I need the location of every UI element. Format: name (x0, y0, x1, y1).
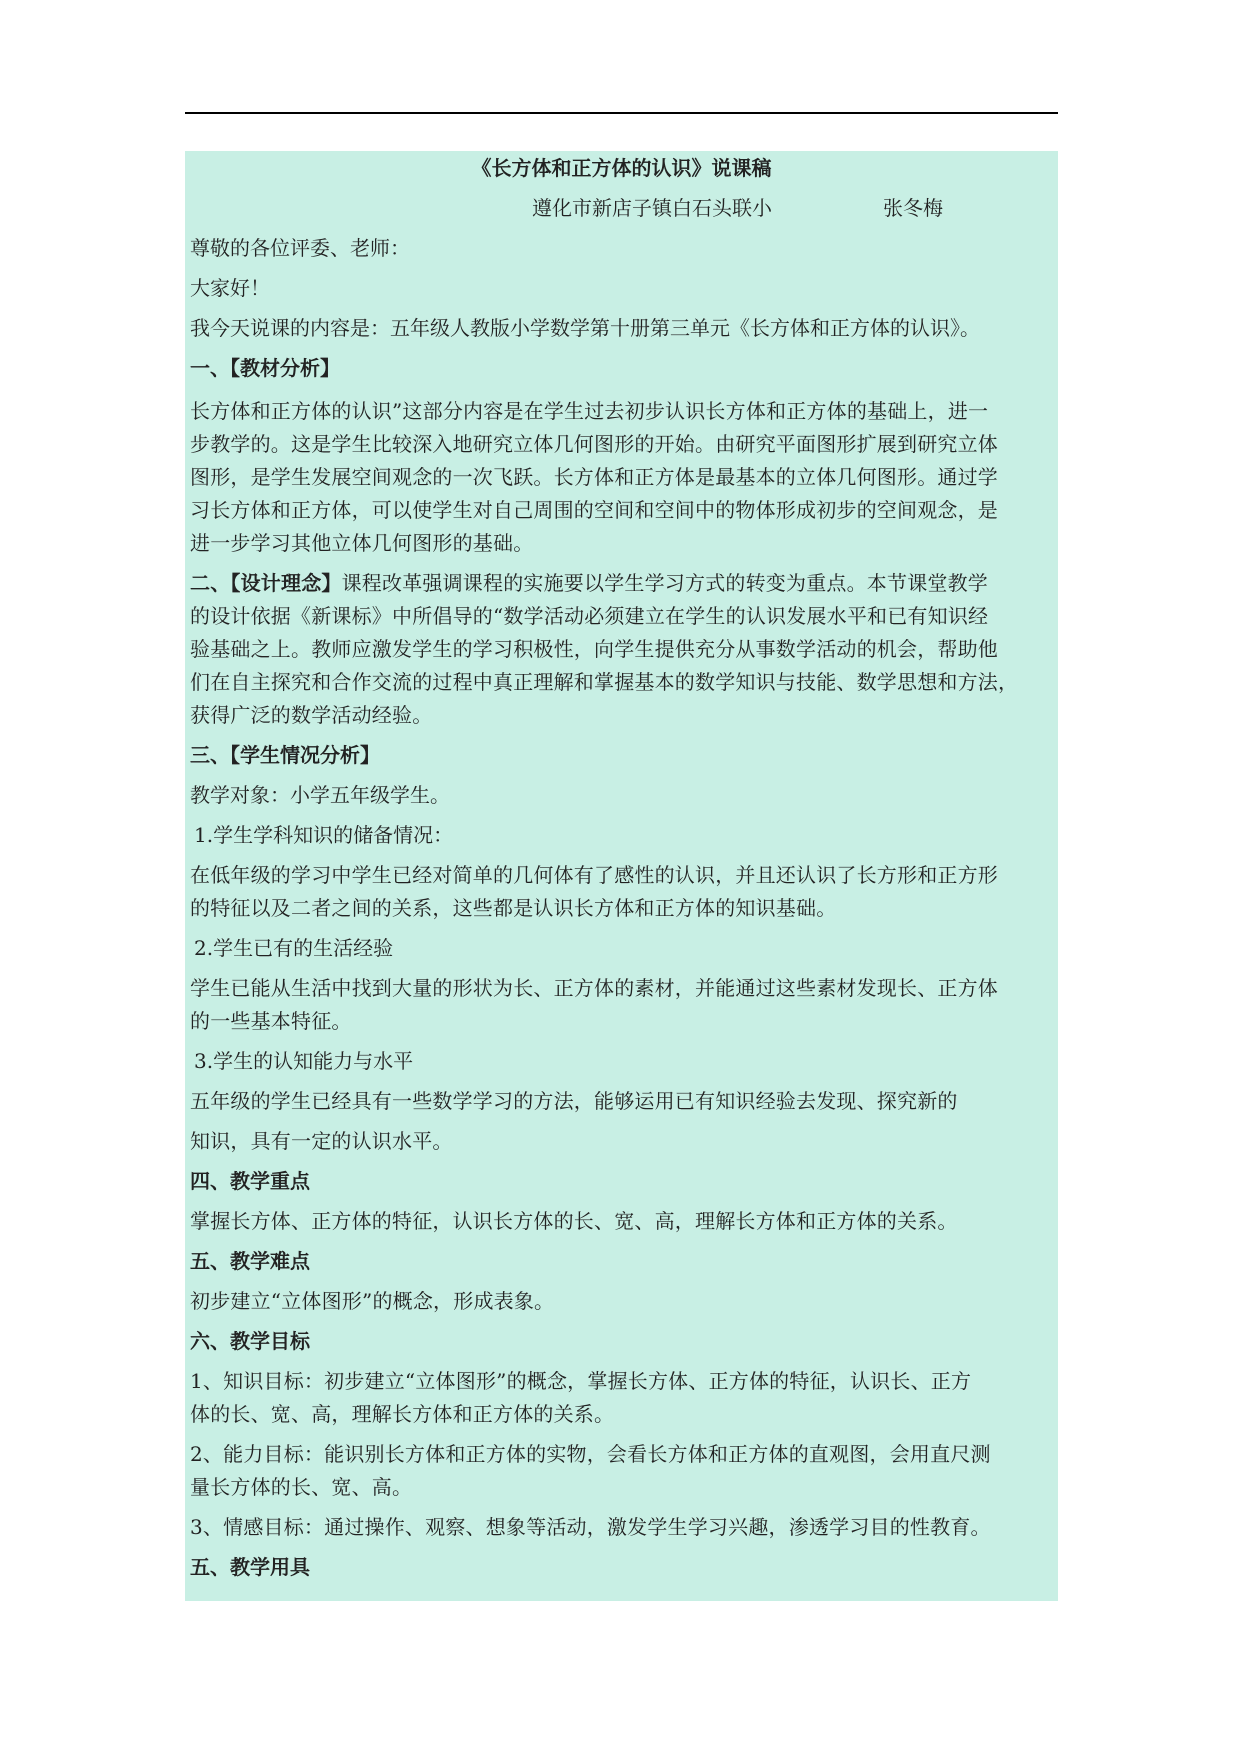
paragraph-line: 的特征以及二者之间的关系，这些都是认识长方体和正方体的知识基础。 (190, 896, 837, 920)
subsection-title: 2.学生已有的生活经验 (194, 936, 394, 960)
paragraph-line: 进一步学习其他立体几何图形的基础。 (190, 531, 534, 555)
greeting-line: 大家好！ (190, 276, 270, 300)
section-heading: 三、【学生情况分析】 (190, 743, 380, 767)
goal-line: 3、情感目标：通过操作、观察、想象等活动，激发学生学习兴趣，渗透学习目的性教育。 (190, 1515, 991, 1539)
paragraph-line: 图形，是学生发展空间观念的一次飞跃。长方体和正方体是最基本的立体几何图形。通过学 (190, 465, 998, 489)
paragraph-line: 学生已能从生活中找到大量的形状为长、正方体的素材，并能通过这些素材发现长、正方体 (190, 976, 998, 1000)
goal-line: 2、能力目标：能识别长方体和正方体的实物，会看长方体和正方体的直观图，会用直尺测 (190, 1442, 991, 1466)
section-first-line (190, 566, 1058, 600)
author-school: 遵化市新店子镇白石头联小 (532, 196, 772, 220)
page-title: 《长方体和正方体的认识》说课稿 (471, 156, 772, 180)
paragraph-text: 课程改革强调课程的实施要以学生学习方式的转变为重点。本节课堂教学 (341, 571, 989, 595)
goal-line: 体的长、宽、高，理解长方体和正方体的关系。 (190, 1402, 615, 1426)
section-heading: 五、教学难点 (190, 1249, 310, 1273)
paragraph-line: 的设计依据《新课标》中所倡导的“数学活动必须建立在学生的认识发展水平和已有知识经 (190, 604, 989, 628)
paragraph-line: 掌握长方体、正方体的特征，认识长方体的长、宽、高，理解长方体和正方体的关系。 (190, 1209, 958, 1233)
paragraph-line: 在低年级的学习中学生已经对简单的几何体有了感性的认识，并且还认识了长方形和正方形 (190, 863, 998, 887)
section-heading: 二、【设计理念】 (190, 571, 342, 595)
section-heading: 一、【教材分析】 (190, 356, 340, 380)
section-heading: 四、教学重点 (190, 1169, 310, 1193)
intro-line: 我今天说课的内容是：五年级人教版小学数学第十册第三单元《长方体和正方体的认识》。 (190, 316, 980, 340)
document-body (185, 151, 1058, 1601)
paragraph-line: 验基础之上。教师应激发学生的学习积极性，向学生提供充分从事数学活动的机会，帮助他 (190, 637, 998, 661)
section-heading: 五、教学用具 (190, 1555, 310, 1579)
subsection-title: 3.学生的认知能力与水平 (194, 1049, 414, 1073)
paragraph-line: 的一些基本特征。 (190, 1009, 352, 1033)
greeting-line: 尊敬的各位评委、老师： (190, 236, 410, 260)
goal-line: 量长方体的长、宽、高。 (190, 1475, 413, 1499)
paragraph-line: 步教学的。这是学生比较深入地研究立体几何图形的开始。由研究平面图形扩展到研究立体 (190, 432, 998, 456)
paragraph-line: 初步建立“立体图形”的概念，形成表象。 (190, 1289, 555, 1313)
paragraph-line: 长方体和正方体的认识”这部分内容是在学生过去初步认识长方体和正方体的基础上，进一 (190, 399, 989, 423)
paragraph-line: 知识，具有一定的认识水平。 (190, 1129, 453, 1153)
paragraph-line: 教学对象：小学五年级学生。 (190, 783, 450, 807)
header-rule (185, 112, 1058, 114)
goal-line: 1、知识目标：初步建立“立体图形”的概念，掌握长方体、正方体的特征，认识长、正方 (190, 1369, 972, 1393)
paragraph-line: 们在自主探究和合作交流的过程中真正理解和掌握基本的数学知识与技能、数学思想和方法， (190, 670, 1019, 694)
section-heading: 六、教学目标 (190, 1329, 310, 1353)
author-name: 张冬梅 (883, 196, 943, 220)
paragraph-line: 五年级的学生已经具有一些数学学习的方法，能够运用已有知识经验去发现、探究新的 (190, 1089, 958, 1113)
subsection-title: 1.学生学科知识的储备情况： (194, 823, 454, 847)
paragraph-line: 习长方体和正方体，可以使学生对自己周围的空间和空间中的物体形成初步的空间观念，是 (190, 498, 998, 522)
paragraph-line: 获得广泛的数学活动经验。 (190, 703, 433, 727)
